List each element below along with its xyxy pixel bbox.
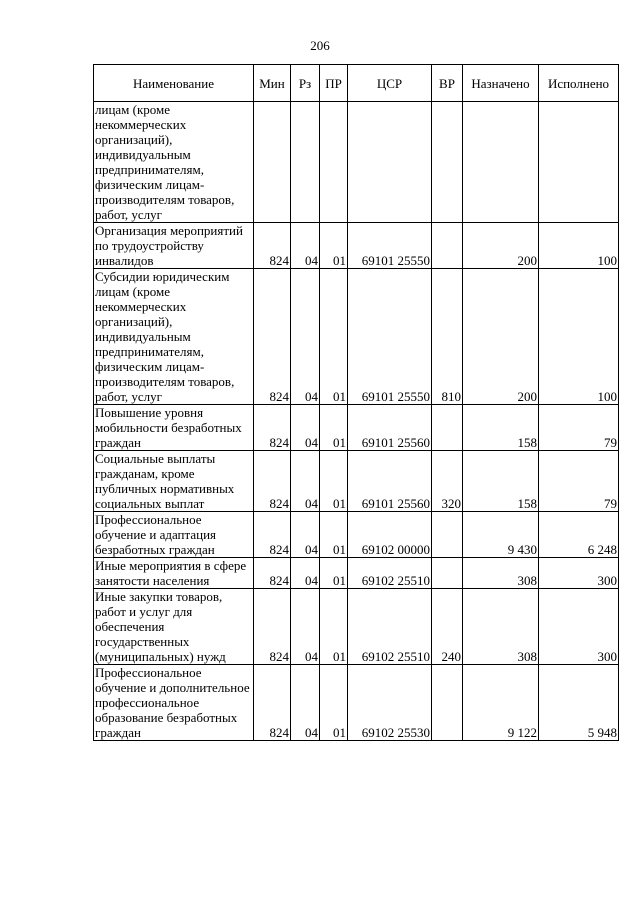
row-csr: 69101 25550 bbox=[348, 223, 432, 269]
row-name: лицам (кроме некоммерческих организаций), индивидуальным предпринимателям, физическим лицам-производителям товаров, работ, услуг bbox=[94, 102, 254, 223]
row-rz: 04 bbox=[291, 558, 320, 589]
table-row bbox=[94, 223, 619, 269]
row-rz: 04 bbox=[291, 269, 320, 405]
row-assigned: 9 430 bbox=[463, 512, 539, 558]
header-name: Наименование bbox=[94, 65, 254, 102]
table-row bbox=[94, 589, 619, 665]
table-row bbox=[94, 451, 619, 512]
row-assigned: 308 bbox=[463, 589, 539, 665]
row-pr: 01 bbox=[320, 405, 348, 451]
row-executed: 100 bbox=[539, 223, 619, 269]
row-executed: 79 bbox=[539, 451, 619, 512]
budget-table bbox=[93, 64, 619, 741]
row-csr: 69102 00000 bbox=[348, 512, 432, 558]
row-vr bbox=[432, 223, 463, 269]
row-vr bbox=[432, 665, 463, 741]
row-pr bbox=[320, 102, 348, 223]
row-name: Профессиональное обучение и дополнительное профессиональное образование безработных граждан bbox=[94, 665, 254, 741]
row-name: Иные закупки товаров, работ и услуг для обеспечения государственных (муниципальных) нужд bbox=[94, 589, 254, 665]
row-executed bbox=[539, 102, 619, 223]
header-rz: Рз bbox=[291, 65, 320, 102]
row-rz: 04 bbox=[291, 223, 320, 269]
row-rz: 04 bbox=[291, 512, 320, 558]
table-row bbox=[94, 512, 619, 558]
row-assigned bbox=[463, 102, 539, 223]
row-csr bbox=[348, 102, 432, 223]
page-number: 206 bbox=[310, 38, 330, 53]
header-min: Мин bbox=[254, 65, 291, 102]
row-name: Организация мероприятий по трудоустройству инвалидов bbox=[94, 223, 254, 269]
table-row bbox=[94, 102, 619, 223]
header-executed: Исполнено bbox=[539, 65, 619, 102]
row-csr: 69102 25510 bbox=[348, 558, 432, 589]
row-assigned: 200 bbox=[463, 269, 539, 405]
row-name: Социальные выплаты гражданам, кроме публичных нормативных социальных выплат bbox=[94, 451, 254, 512]
table-header-row bbox=[94, 65, 619, 102]
row-min: 824 bbox=[254, 558, 291, 589]
row-min: 824 bbox=[254, 451, 291, 512]
row-pr: 01 bbox=[320, 558, 348, 589]
row-executed: 100 bbox=[539, 269, 619, 405]
row-executed: 5 948 bbox=[539, 665, 619, 741]
row-assigned: 9 122 bbox=[463, 665, 539, 741]
header-csr: ЦСР bbox=[348, 65, 432, 102]
row-rz: 04 bbox=[291, 589, 320, 665]
row-min: 824 bbox=[254, 269, 291, 405]
row-executed: 79 bbox=[539, 405, 619, 451]
row-min: 824 bbox=[254, 512, 291, 558]
row-rz: 04 bbox=[291, 665, 320, 741]
row-pr: 01 bbox=[320, 223, 348, 269]
row-csr: 69101 25550 bbox=[348, 269, 432, 405]
row-name: Повышение уровня мобильности безработных граждан bbox=[94, 405, 254, 451]
row-vr: 320 bbox=[432, 451, 463, 512]
row-rz bbox=[291, 102, 320, 223]
row-pr: 01 bbox=[320, 451, 348, 512]
row-name: Иные мероприятия в сфере занятости населения bbox=[94, 558, 254, 589]
row-assigned: 158 bbox=[463, 405, 539, 451]
row-min bbox=[254, 102, 291, 223]
row-rz: 04 bbox=[291, 405, 320, 451]
table-row bbox=[94, 405, 619, 451]
row-name: Субсидии юридическим лицам (кроме некоммерческих организаций), индивидуальным предпринимателям, физическим лицам-производителям товаров, работ, услуг bbox=[94, 269, 254, 405]
row-vr bbox=[432, 102, 463, 223]
row-vr bbox=[432, 405, 463, 451]
row-pr: 01 bbox=[320, 665, 348, 741]
header-assigned: Назначено bbox=[463, 65, 539, 102]
row-min: 824 bbox=[254, 665, 291, 741]
row-vr: 810 bbox=[432, 269, 463, 405]
row-csr: 69101 25560 bbox=[348, 405, 432, 451]
row-assigned: 200 bbox=[463, 223, 539, 269]
row-csr: 69101 25560 bbox=[348, 451, 432, 512]
row-min: 824 bbox=[254, 405, 291, 451]
header-pr: ПР bbox=[320, 65, 348, 102]
row-pr: 01 bbox=[320, 512, 348, 558]
row-csr: 69102 25510 bbox=[348, 589, 432, 665]
row-min: 824 bbox=[254, 223, 291, 269]
row-csr: 69102 25530 bbox=[348, 665, 432, 741]
row-executed: 6 248 bbox=[539, 512, 619, 558]
row-vr: 240 bbox=[432, 589, 463, 665]
table-row bbox=[94, 665, 619, 741]
row-executed: 300 bbox=[539, 589, 619, 665]
row-vr bbox=[432, 512, 463, 558]
table-row bbox=[94, 558, 619, 589]
row-pr: 01 bbox=[320, 589, 348, 665]
row-assigned: 308 bbox=[463, 558, 539, 589]
row-vr bbox=[432, 558, 463, 589]
row-executed: 300 bbox=[539, 558, 619, 589]
row-min: 824 bbox=[254, 589, 291, 665]
header-vr: ВР bbox=[432, 65, 463, 102]
row-assigned: 158 bbox=[463, 451, 539, 512]
table-row bbox=[94, 269, 619, 405]
row-pr: 01 bbox=[320, 269, 348, 405]
row-name: Профессиональное обучение и адаптация безработных граждан bbox=[94, 512, 254, 558]
row-rz: 04 bbox=[291, 451, 320, 512]
